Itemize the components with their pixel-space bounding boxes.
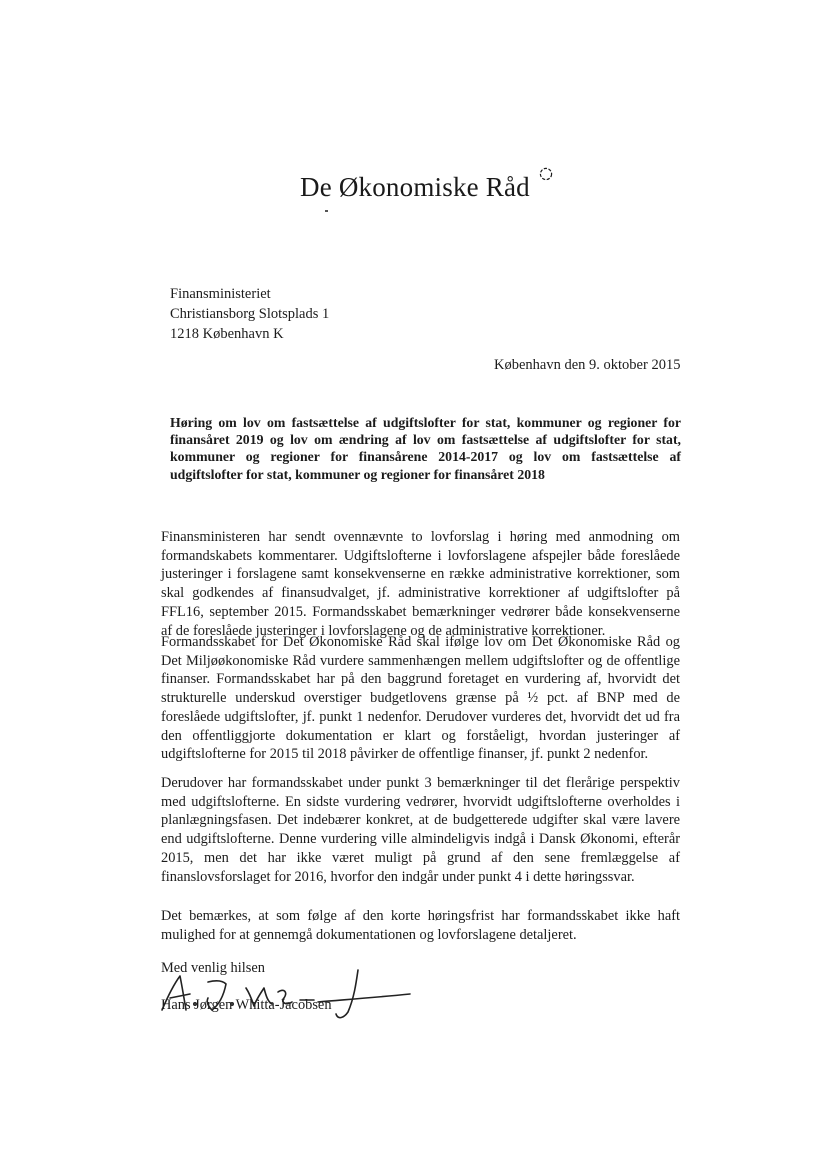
rad-ring-logo-icon	[538, 166, 554, 182]
recipient-line: 1218 København K	[170, 326, 284, 342]
scan-speck	[325, 210, 328, 212]
date-line: København den 9. oktober 2015	[494, 357, 681, 373]
signer-name: Hans Jørgen Whitta-Jacobsen	[161, 997, 332, 1013]
body-paragraph-4: Det bemærkes, at som følge af den korte høringsfrist har formandsskabet ikke haft mulighed for at gennemgå dokumentationen og lovforslagene detaljeret.	[161, 908, 680, 943]
subject-heading: Høring om lov om fastsættelse af udgiftslofter for stat, kommuner og regioner for finansåret 2019 og lov om ændring af lov om fastsættelse af udgiftslofter for stat, kommuner og regioner for finansårene 2014-2017 og lov om fastsættelse af udgiftslofter for stat, kommuner og regioner for finansåret 2018	[170, 415, 681, 482]
closing-greeting: Med venlig hilsen	[161, 960, 265, 976]
body-paragraph-1: Finansministeren har sendt ovennævnte to lovforslag i høring med anmodning om formandskabets kommentarer. Udgiftslofterne i lovforslagene afspejler både foreslåede justeringer i forslagene samt konsekvenserne en række administrative korrektioner, som skal godkendes af finansudvalget, jf. administrative korrektioner af udgiftslofter på FFL16, september 2015. Formandsskabet bemærkninger vedrører både konsekvenserne af de foreslåede justeringer i lovforslagene og de administrative korrektioner.	[161, 529, 680, 639]
body-paragraph-3: Derudover har formandsskabet under punkt 3 bemærkninger til det flerårige perspektiv med udgiftslofterne. En sidste vurdering vedrører, hvorvidt udgiftslofterne overholdes i planlægningsfasen. Det indebærer konkret, at de budgetterede udgifter skal være lavere end udgiftslofterne. Denne vurdering ville almindeligvis indgå i Dansk Økonomi, efterår 2015, men det har ikke været muligt på grund af den sene fremlæggelse af finanslovsforslaget for 2016, hvorfor den indgår under punkt 4 i dette høringssvar.	[161, 775, 680, 885]
letterhead-logo-text: De Økonomiske Råd	[300, 172, 530, 202]
recipient-line: Finansministeriet	[170, 286, 271, 302]
handwritten-signature	[150, 958, 430, 1028]
body-paragraph-2: Formandsskabet for Det Økonomiske Råd skal ifølge lov om Det Økonomiske Råd og Det Miljøøkonomiske Råd vurdere sammenhængen mellem udgiftslofter og de offentlige finanser. Formandsskabet har på den baggrund foretaget en vurdering af, hvorvidt det strukturelle underskud overstiger budgetlovens grænse på ½ pct. af BNP med de foreslåede udgiftslofter, jf. punkt 1 nedenfor. Derudover vurderes det, hvorvidt det ud fra den offentliggjorte dokumentation er klart og forståeligt, hvordan justeringer af udgiftslofterne for 2015 til 2018 påvirker de offentlige finanser, jf. punkt 2 nedenfor.	[161, 634, 680, 763]
recipient-address	[170, 284, 329, 344]
recipient-line: Christiansborg Slotsplads 1	[170, 306, 330, 322]
